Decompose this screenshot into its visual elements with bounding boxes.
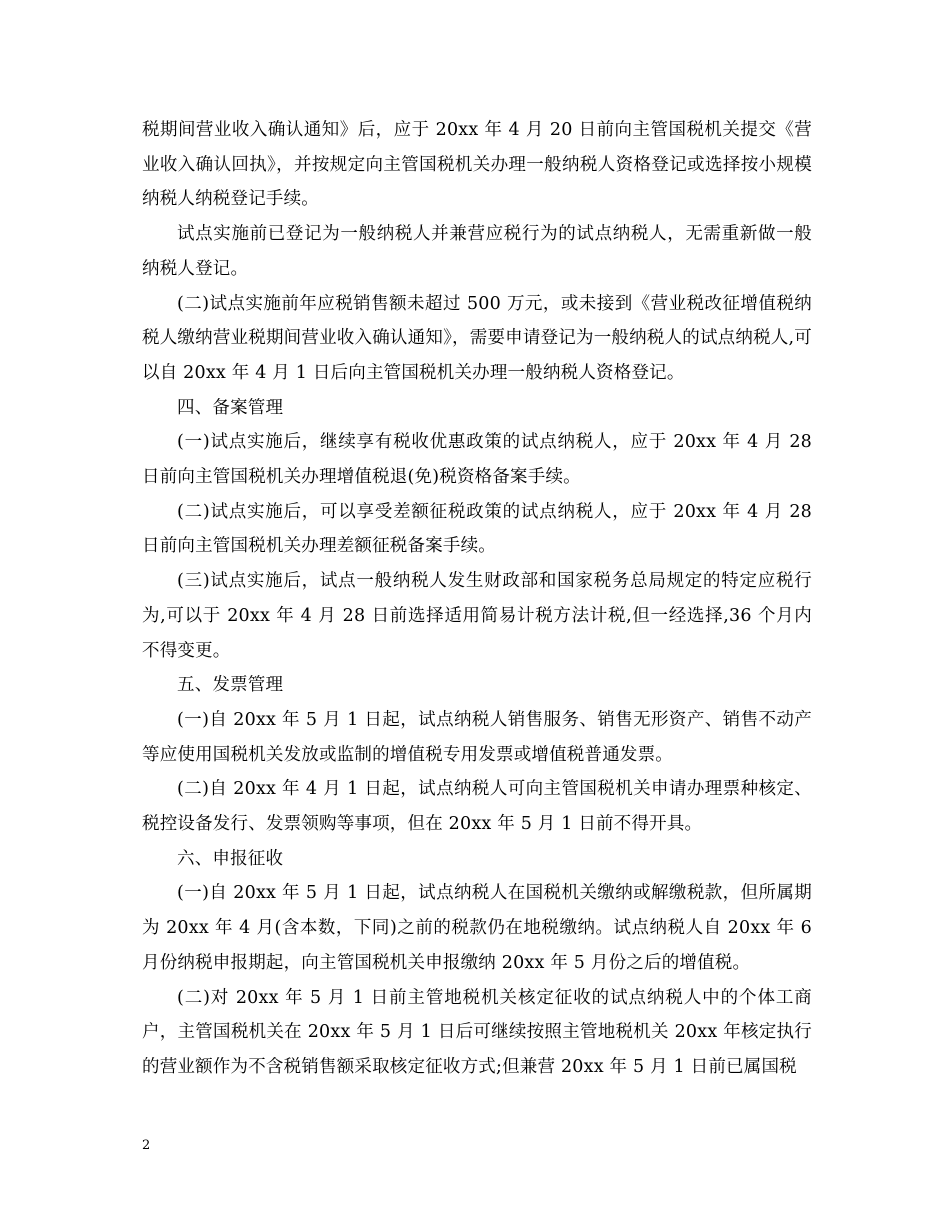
- paragraph-filing-2: (二)试点实施后，可以享受差额征税政策的试点纳税人，应于 20xx 年 4 月 28 日前向主管国税机关办理差额征税备案手续。: [142, 501, 812, 557]
- paragraph-invoice-2: (二)自 20xx 年 4 月 1 日起，试点纳税人可向主管国税机关申请办理票种核定、税控设备发行、发票领购等事项，但在 20xx 年 5 月 1 日前不得开具。: [142, 779, 812, 835]
- section-heading-invoice: 五、发票管理: [177, 675, 284, 696]
- section-heading-declaration: 六、申报征收: [177, 848, 284, 869]
- paragraph-declaration-2: (二)对 20xx 年 5 月 1 日前主管地税机关核定征收的试点纳税人中的个体工商户，主管国税机关在 20xx 年 5 月 1 日后可继续按照主管地税机关 20xx 年核定执行的营业额作为不含税销售额采取核定征收方式;但兼营 20xx 年 5 月 1 日前已属国税: [142, 987, 812, 1077]
- document-body: [142, 113, 812, 1085]
- paragraph-general-taxpayer-note: 试点实施前已登记为一般纳税人并兼营应税行为的试点纳税人，无需重新做一般纳税人登记。: [142, 224, 812, 279]
- paragraph-invoice-1: (一)自 20xx 年 5 月 1 日起，试点纳税人销售服务、销售无形资产、销售不动产等应使用国税机关发放或监制的增值税专用发票或增值税普通发票。: [142, 709, 812, 765]
- paragraph-filing-1: (一)试点实施后，继续享有税收优惠政策的试点纳税人，应于 20xx 年 4 月 28 日前向主管国税机关办理增值税退(免)税资格备案手续。: [142, 432, 812, 488]
- section-heading-filing: 四、备案管理: [177, 397, 284, 418]
- page-number: 2: [142, 1138, 151, 1153]
- paragraph-declaration-1: (一)自 20xx 年 5 月 1 日起，试点纳税人在国税机关缴纳或解缴税款，但所属期为 20xx 年 4 月(含本数，下同)之前的税款仍在地税缴纳。试点纳税人自 20xx 年 6 月份纳税申报期起，向主管国税机关申报缴纳 20xx 年 5 月份之后的增值税。: [142, 883, 812, 973]
- paragraph-continued: 税期间营业收入确认通知》后，应于 20xx 年 4 月 20 日前向主管国税机关提交《营业收入确认回执》，并按规定向主管国税机关办理一般纳税人资格登记或选择按小规模纳税人纳税登记手续。: [142, 120, 812, 210]
- paragraph-filing-3: (三)试点实施后，试点一般纳税人发生财政部和国家税务总局规定的特定应税行为,可以于 20xx 年 4 月 28 日前选择适用简易计税方法计税,但一经选择,36 个月内不得变更。: [142, 571, 812, 661]
- paragraph-registration-2: (二)试点实施前年应税销售额未超过 500 万元，或未接到《营业税改征增值税纳税人缴纳营业税期间营业收入确认通知》，需要申请登记为一般纳税人的试点纳税人,可以自 20xx 年 4 月 1 日后向主管国税机关办理一般纳税人资格登记。: [142, 293, 812, 383]
